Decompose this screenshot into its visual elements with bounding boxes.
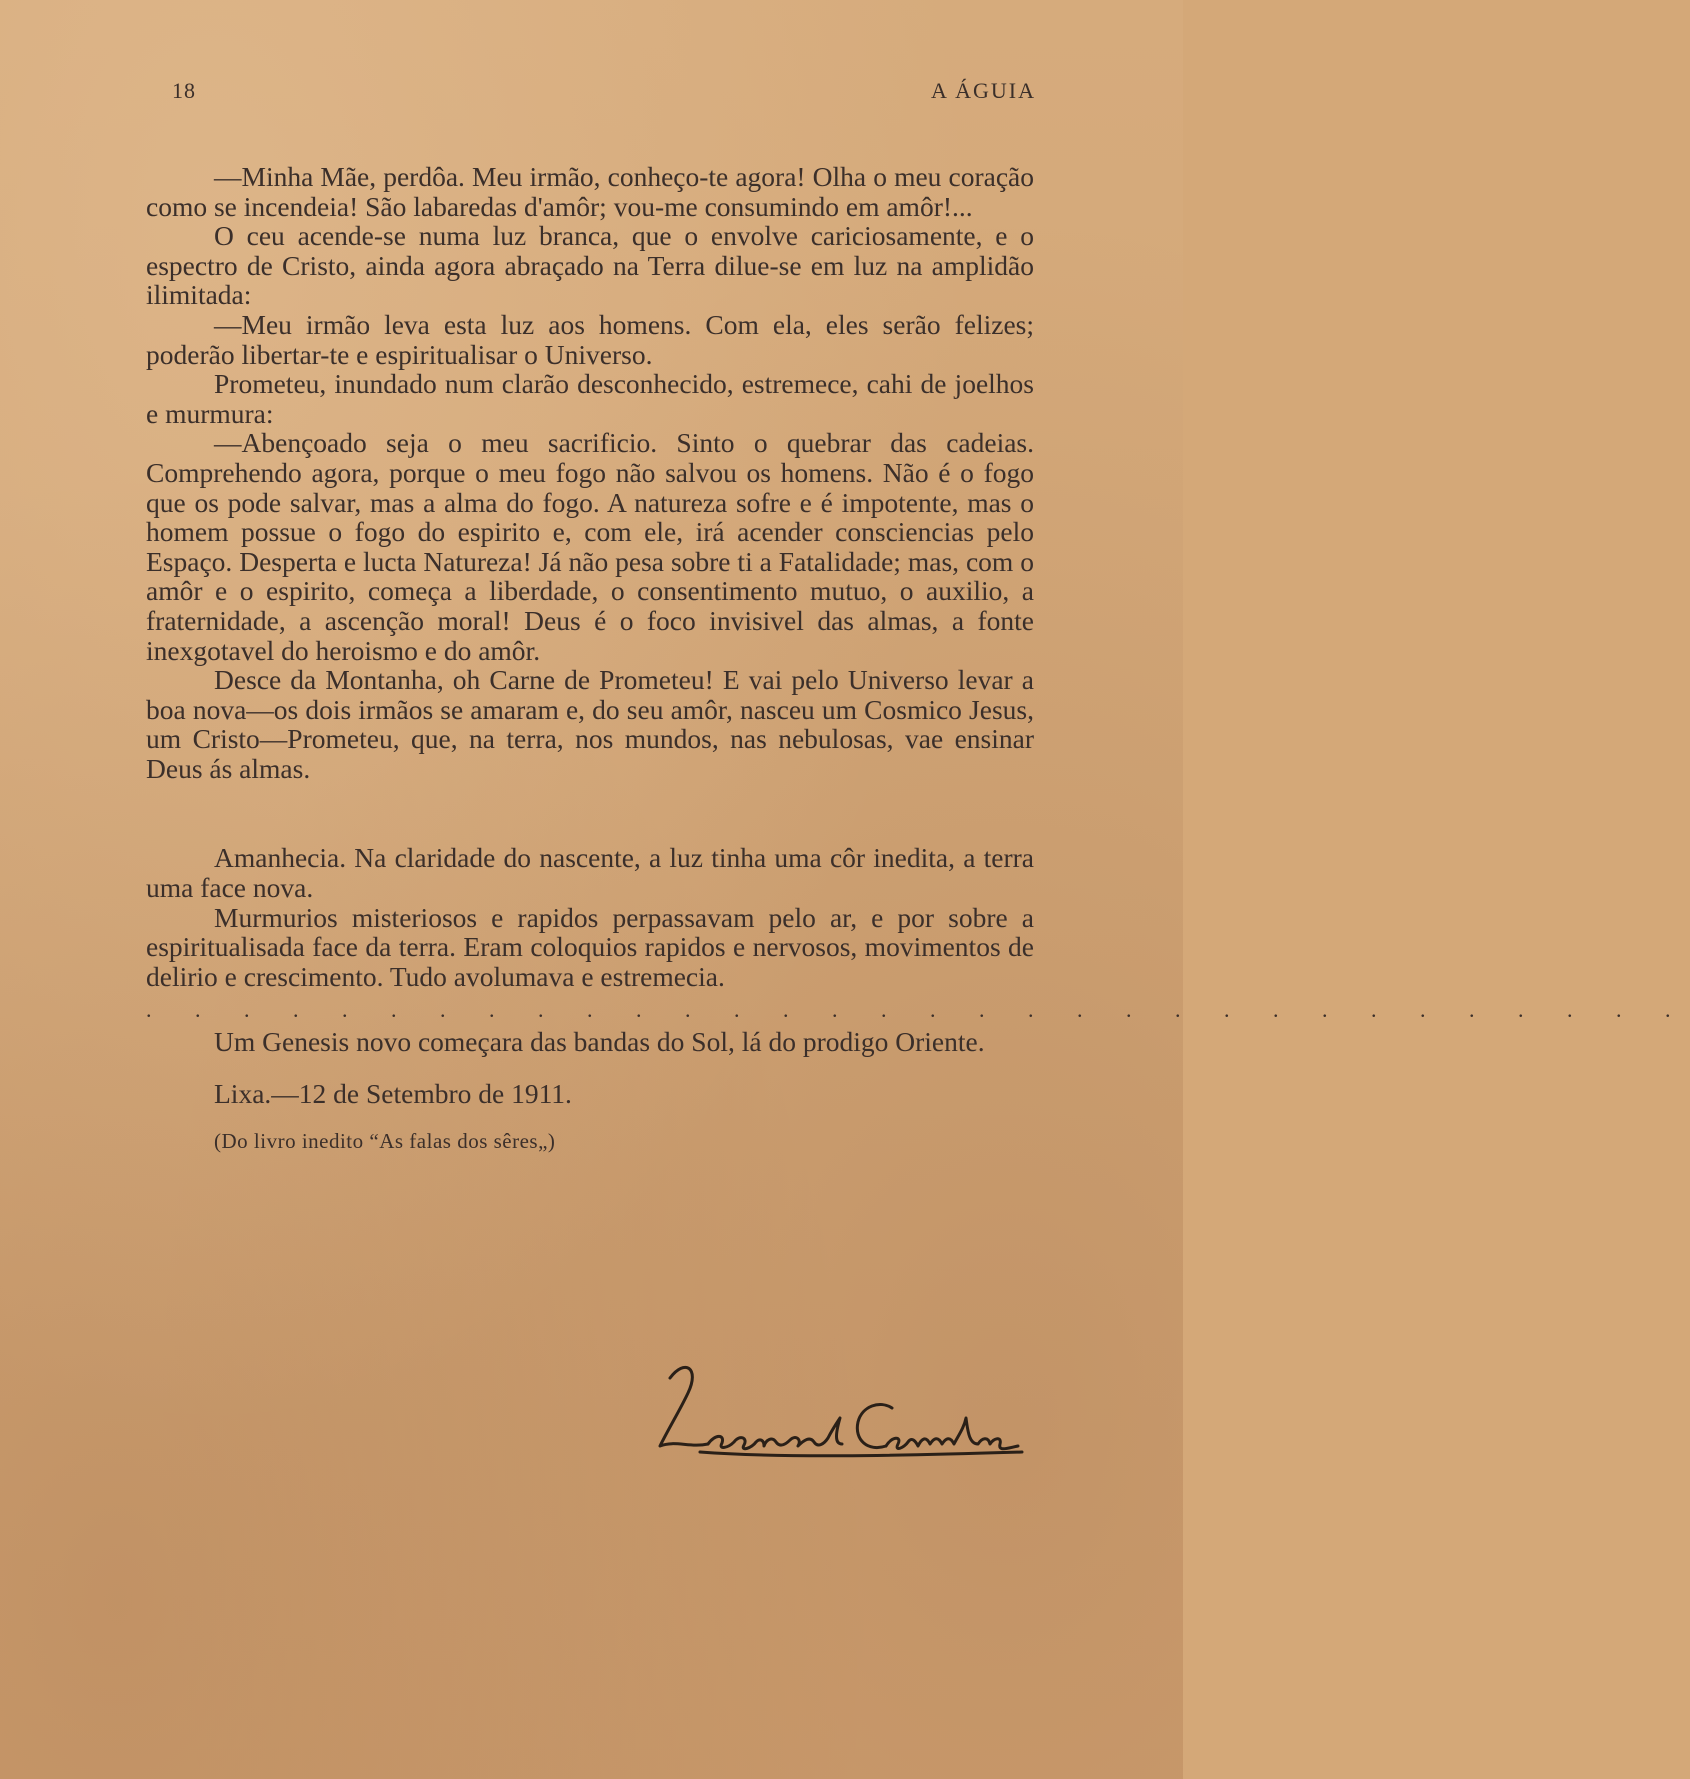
signature — [630, 1348, 1030, 1478]
page-header — [172, 78, 1036, 108]
paragraph: Um Genesis novo começara das bandas do Sol, lá do prodigo Oriente. — [214, 1026, 985, 1058]
paragraph: Amanhecia. Na claridade do nascente, a luz tinha uma côr inedita, a terra uma face nova. — [146, 842, 1034, 904]
article-body — [146, 161, 1690, 1156]
signature-drawing — [630, 1348, 1030, 1478]
dateline: Lixa.—12 de Setembro de 1911. — [214, 1078, 572, 1110]
paragraph: O ceu acende-se numa luz branca, que o envolve cariciosamente, e o espectro de Cristo, ainda agora abraçado na Terra dilue-se em luz na amplidão ilimitada: — [146, 220, 1034, 311]
paragraph: Prometeu, inundado num clarão desconhecido, estremece, cahi de joelhos e murmura: — [146, 368, 1034, 429]
running-title: A ÁGUIA — [930, 78, 1036, 103]
paragraph: Desce da Montanha, oh Carne de Prometeu! E vai pelo Universo levar a boa nova—os dois irmãos se amaram e, do seu amôr, nasceu um Cosmico Jesus, um Cristo—Prometeu, que, na terra, nos mundos, nas nebulosas, vae ensinar Deus ás almas. — [146, 664, 1034, 784]
paragraph: —Minha Mãe, perdôa. Meu irmão, conheço-te agora! Olha o meu coração como se incendeia! São labaredas d'amôr; vou-me consumindo em amôr!... — [146, 161, 1034, 222]
paragraph: —Meu irmão leva esta luz aos homens. Com ela, eles serão felizes; poderão libertar-te e espiritualisar o Universo. — [146, 308, 1034, 370]
source-note: (Do livro inedito “As falas dos sêres„) — [214, 1128, 556, 1153]
page-number: 18 — [172, 78, 196, 103]
paragraph: —Abençoado seja o meu sacrificio. Sinto o quebrar das cadeias. Comprehendo agora, porque o meu fogo não salvou os homens. Não é o fogo que os pode salvar, mas a alma do fogo. A natureza sofre e é impotente, mas o homem possue o fogo do espirito e, com ele, irá acender consciencias pelo Espaço. Desperta e lucta Natureza! Já não pesa sobre ti a Fatalidade; mas, com o amôr e o espirito, começa a liberdade, o consentimento mutuo, o auxilio, a fraternidade, a ascenção moral! Deus é o foco invisivel das almas, a fonte inexgotavel do heroismo e do amôr. — [146, 427, 1034, 666]
dotted-separator: . . . . . . . . . . . . . . . . . . . . . . . . . . . . . . . . — [146, 997, 1690, 1023]
paragraph: Murmurios misteriosos e rapidos perpassavam pelo ar, e por sobre a espiritualisada face da terra. Eram coloquios rapidos e nervosos, movimentos de delirio e crescimento. Tudo avolumava e estremecia. — [146, 901, 1034, 992]
